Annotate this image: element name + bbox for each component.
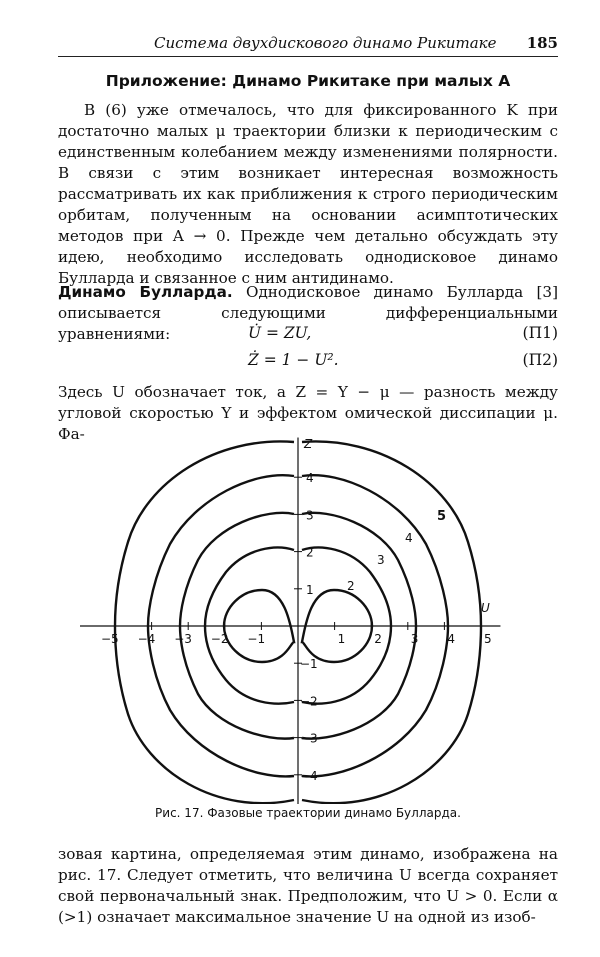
z-tick-label: 4 bbox=[306, 471, 314, 486]
page-number: 185 bbox=[526, 34, 558, 52]
u-tick-label: 4 bbox=[447, 632, 456, 646]
u-tick-label: −3 bbox=[174, 632, 192, 646]
section-heading: Приложение: Динамо Рикитаке при малых A bbox=[105, 72, 511, 90]
z-tick-label: −2 bbox=[300, 694, 318, 709]
running-head bbox=[58, 32, 558, 57]
figure-caption: Рис. 17. Фазовые траектории динамо Булларда. bbox=[155, 806, 461, 820]
u-tick-label: 1 bbox=[337, 632, 346, 646]
z-tick-label: −1 bbox=[300, 657, 318, 672]
u-tick-label: 3 bbox=[410, 632, 419, 646]
u-tick-label: −4 bbox=[137, 632, 156, 646]
z-tick-label: 2 bbox=[306, 545, 314, 560]
trajectory-labels bbox=[347, 509, 446, 593]
u-tick-label: −1 bbox=[247, 632, 266, 646]
u-tick-label: −2 bbox=[210, 632, 229, 646]
equation-p2 bbox=[58, 351, 558, 375]
u-axis-label: U bbox=[481, 601, 490, 615]
u-tick-label: 5 bbox=[484, 632, 492, 646]
z-axis-label: Z bbox=[304, 437, 313, 451]
axis-tick-labels bbox=[101, 471, 492, 783]
equation-p1-body: U̇ = ZU, bbox=[248, 324, 312, 342]
equation-p1-label: (П1) bbox=[522, 324, 558, 342]
z-tick-label: −4 bbox=[300, 768, 318, 783]
u-tick-label: −5 bbox=[101, 632, 119, 646]
trajectory-label: 3 bbox=[377, 553, 385, 567]
after-equations-paragraph: Здесь U обозначает ток, а Z = Y − μ — разность между угловой скоростью Y и эффектом омической диссипации μ. Фа- bbox=[58, 383, 558, 443]
running-title: Система двухдискового динамо Рикитаке bbox=[154, 34, 497, 52]
equation-p2-label: (П2) bbox=[522, 351, 558, 369]
trajectory-label: 5 bbox=[437, 509, 447, 524]
phase-portrait-figure bbox=[80, 432, 520, 804]
z-tick-label: 3 bbox=[306, 508, 314, 523]
continuation-paragraph: зовая картина, определяемая этим динамо, изображена на рис. 17. Следует отметить, что величина U всегда сохраняет свой первоначальный знак. Предположим, что U > 0. Если α (>1) означает максимальное значение U на одной из изоб- bbox=[58, 845, 558, 926]
equation-p2-body: Ż = 1 − U². bbox=[248, 351, 339, 369]
intro-paragraph: В (6) уже отмечалось, что для фиксированного K при достаточно малых μ траектории близки к периодическим с единственным колебанием между изменениями полярности. В связи с этим возникает интересная возможность рассматривать их как приближения к строго периодическим орбитам, полученным на основании асимптотических методов при A → 0. Прежде чем детально обсуждать эту идею, необходимо исследовать однодисковое динамо Булларда и связанное с ним антидинамо. bbox=[58, 101, 558, 287]
z-tick-label: 1 bbox=[306, 582, 314, 597]
trajectory-label: 4 bbox=[405, 531, 413, 545]
bullard-paragraph-text: Однодисковое динамо Булларда [3] описывается следующими дифференциальными уравнениями: bbox=[58, 283, 558, 343]
bullard-run-in-heading: Динамо Булларда. bbox=[58, 283, 233, 301]
u-tick-label: 2 bbox=[374, 632, 382, 646]
z-tick-label: −3 bbox=[300, 731, 318, 746]
equation-p1 bbox=[58, 324, 558, 348]
trajectory-label: 2 bbox=[347, 579, 355, 593]
